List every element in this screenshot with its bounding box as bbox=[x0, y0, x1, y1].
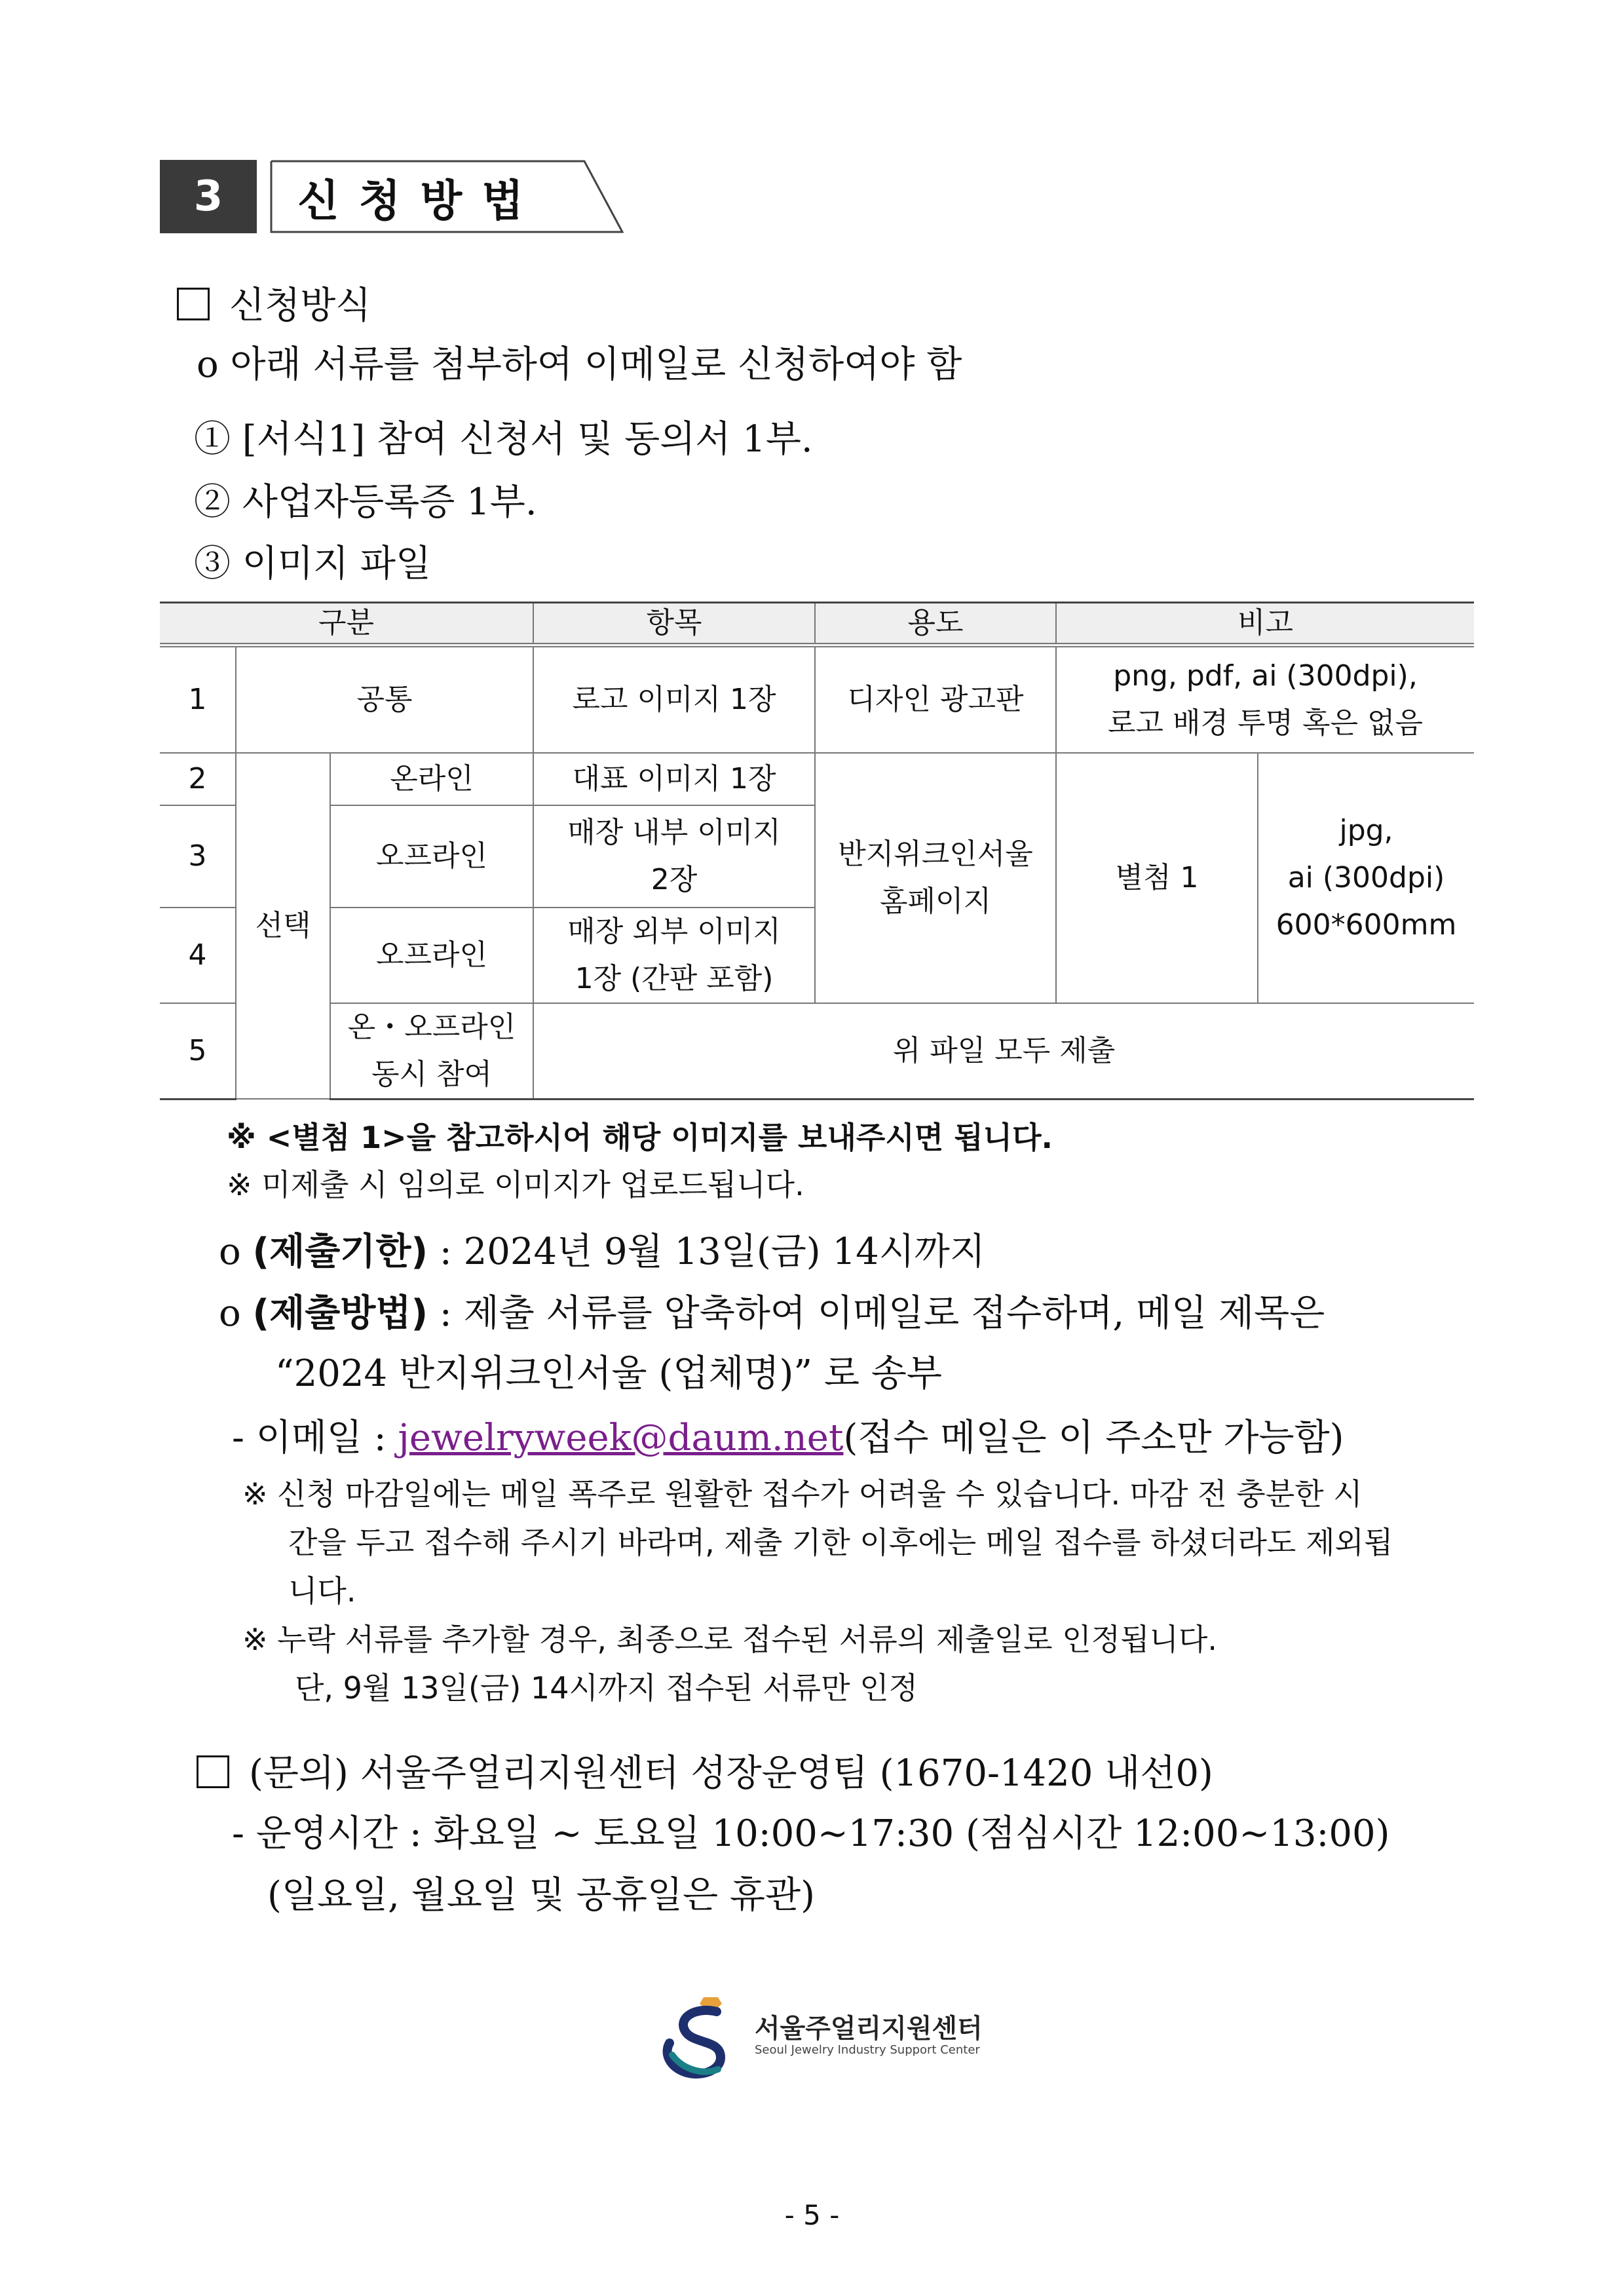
caution-2-line-2: 단, 9월 13일(금) 14시까지 접수된 서류만 인정 bbox=[295, 1670, 918, 1706]
bullet-o: o bbox=[219, 1231, 253, 1273]
table-row bbox=[160, 645, 1474, 753]
row-subcategory-line-2: 동시 참여 bbox=[371, 1057, 492, 1091]
row-item-line-1: 매장 내부 이미지 bbox=[567, 815, 781, 849]
note-auto-upload: ※ 미제출 시 임의로 이미지가 업로드됩니다. bbox=[227, 1167, 804, 1202]
submit-text: : 제출 서류를 압축하여 이메일로 접수하며, 메일 제목은 bbox=[428, 1292, 1325, 1335]
submit-label: (제출방법) bbox=[252, 1292, 428, 1335]
operating-hours: - 운영시간 : 화요일 ~ 토요일 10:00~17:30 (점심시간 12:00~13:00) bbox=[232, 1812, 1390, 1855]
submit-line bbox=[219, 1284, 1325, 1337]
header-category: 구분 bbox=[160, 603, 533, 645]
row-note bbox=[1056, 645, 1474, 753]
shared-format-line-3: 600*600mm bbox=[1275, 908, 1457, 942]
header-note: 비고 bbox=[1056, 603, 1474, 645]
bullet-o: o bbox=[219, 1292, 253, 1335]
row-item-line-1: 매장 외부 이미지 bbox=[567, 914, 781, 948]
select-category: 선택 bbox=[236, 753, 330, 1100]
row-number: 4 bbox=[160, 908, 236, 1003]
shared-format bbox=[1258, 753, 1474, 1003]
row-item: 대표 이미지 1장 bbox=[533, 753, 815, 805]
method-item-2: ② 사업자등록증 1부. bbox=[194, 481, 537, 524]
image-file-table bbox=[160, 602, 1474, 1100]
deadline-text: : 2024년 9월 13일(금) 14시까지 bbox=[428, 1231, 985, 1273]
logo-name-en: Seoul Jewelry Industry Support Center bbox=[755, 2043, 980, 2057]
submit-subject: “2024 반지위크인서울 (업체명)” 로 송부 bbox=[275, 1352, 942, 1395]
logo-name-ko: 서울주얼리지원센터 bbox=[755, 2014, 983, 2044]
row-note-line-2: 로고 배경 투명 혹은 없음 bbox=[1108, 706, 1423, 740]
shared-format-line-1: jpg, bbox=[1339, 813, 1393, 847]
email-link[interactable]: jewelryweek@daum.net bbox=[398, 1417, 844, 1459]
section-number: 3 bbox=[160, 160, 257, 233]
row-item-line-2: 2장 bbox=[651, 862, 698, 896]
section-title: 신청방법 bbox=[297, 175, 544, 226]
checkbox-square-icon bbox=[177, 288, 210, 320]
row-item: 위 파일 모두 제출 bbox=[533, 1003, 1474, 1100]
row-subcategory bbox=[330, 1003, 533, 1100]
row-subcategory: 온라인 bbox=[330, 753, 533, 805]
inquiry-heading: (문의) 서울주얼리지원센터 성장운영팀 (1670-1420 내선0) bbox=[249, 1752, 1213, 1795]
row-item bbox=[533, 908, 815, 1003]
checkbox-square-icon bbox=[197, 1755, 229, 1788]
shared-use-line-1: 반지위크인서울 bbox=[838, 837, 1033, 871]
row-subcategory-line-1: 온・오프라인 bbox=[347, 1010, 516, 1044]
table-header-row bbox=[160, 603, 1474, 645]
row-subcategory: 오프라인 bbox=[330, 908, 533, 1003]
method-item-3: ③ 이미지 파일 bbox=[194, 543, 432, 585]
row-item-line-2: 1장 (간판 포함) bbox=[575, 961, 774, 995]
row-note-line-1: png, pdf, ai (300dpi), bbox=[1113, 659, 1418, 693]
method-intro: o 아래 서류를 첨부하여 이메일로 신청하여야 함 bbox=[197, 343, 962, 386]
method-heading: 신청방식 bbox=[229, 284, 371, 327]
row-use: 디자인 광고판 bbox=[815, 645, 1056, 753]
deadline-label: (제출기한) bbox=[252, 1231, 428, 1273]
caution-2-line-1: ※ 누락 서류를 추가할 경우, 최종으로 접수된 서류의 제출일로 인정됩니다. bbox=[242, 1622, 1218, 1657]
inquiry-heading-row bbox=[197, 1744, 1213, 1797]
shared-reference: 별첨 1 bbox=[1056, 753, 1258, 1003]
row-number: 3 bbox=[160, 805, 236, 908]
row-subcategory: 오프라인 bbox=[330, 805, 533, 908]
center-logo-icon bbox=[655, 1992, 747, 2084]
header-use: 용도 bbox=[815, 603, 1056, 645]
email-prefix: - 이메일 : bbox=[232, 1417, 398, 1459]
caution-1-line-2: 간을 두고 접수해 주시기 바라며, 제출 기한 이후에는 메일 접수를 하셨더라도 제외됩 bbox=[288, 1525, 1393, 1560]
row-number: 2 bbox=[160, 753, 236, 805]
email-suffix: (접수 메일은 이 주소만 가능함) bbox=[843, 1417, 1344, 1459]
method-item-1: ① [서식1] 참여 신청서 및 동의서 1부. bbox=[194, 418, 813, 461]
header-item: 항목 bbox=[533, 603, 815, 645]
shared-use-line-2: 홈페이지 bbox=[879, 884, 991, 918]
page-number: - 5 - bbox=[784, 2199, 840, 2231]
shared-format-line-2: ai (300dpi) bbox=[1287, 860, 1445, 894]
email-line bbox=[232, 1409, 1344, 1461]
caution-1-line-3: 니다. bbox=[288, 1573, 356, 1609]
note-attachment: ※ <별첨 1>을 참고하시어 해당 이미지를 보내주시면 됩니다. bbox=[227, 1120, 1053, 1155]
row-number: 1 bbox=[160, 645, 236, 753]
row-number: 5 bbox=[160, 1003, 236, 1100]
closed-days: (일요일, 월요일 및 공휴일은 휴관) bbox=[267, 1874, 815, 1917]
shared-use bbox=[815, 753, 1056, 1003]
row-item bbox=[533, 805, 815, 908]
row-item: 로고 이미지 1장 bbox=[533, 645, 815, 753]
method-heading-row bbox=[177, 277, 371, 329]
row-category: 공통 bbox=[236, 645, 533, 753]
table-row bbox=[160, 1003, 1474, 1100]
deadline-line bbox=[219, 1223, 985, 1275]
table-row bbox=[160, 753, 1474, 805]
caution-1-line-1: ※ 신청 마감일에는 메일 폭주로 원활한 접수가 어려울 수 있습니다. 마감 전 충분한 시 bbox=[242, 1476, 1363, 1512]
